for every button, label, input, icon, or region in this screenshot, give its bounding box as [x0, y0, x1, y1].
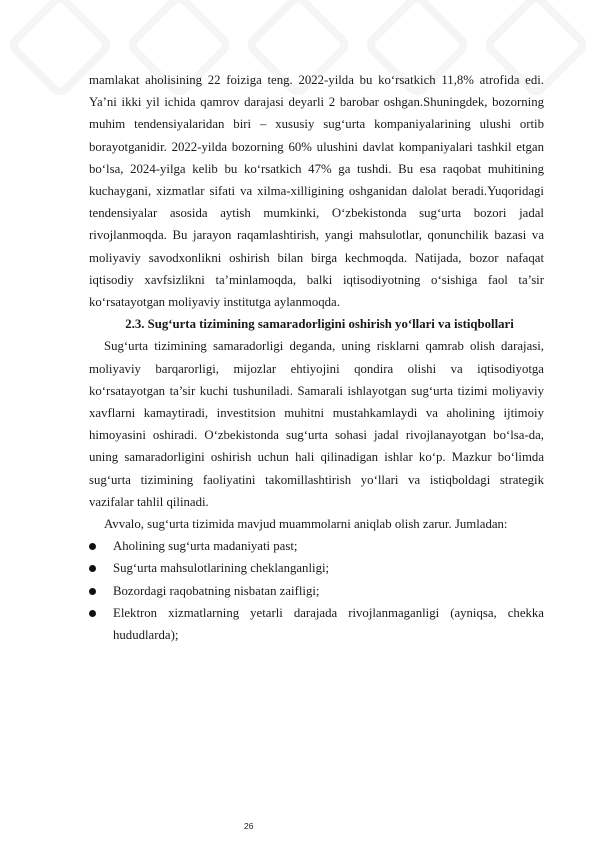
list-item: Sug‘urta mahsulotlarining cheklanganligi;	[89, 557, 544, 579]
list-item: Aholining sug‘urta madaniyati past;	[89, 535, 544, 557]
bullet-icon	[89, 610, 96, 617]
page-number: 26	[244, 821, 254, 831]
body-paragraph-continued: mamlakat aholisining 22 foiziga teng. 2022-yilda bu ko‘rsatkich 11,8% atrofida edi. Ya’ni ikki yil ichida qamrov darajasi deyarli 2 barobar oshgan.Shuningdek, bozorning muhim tendensiyalaridan biri – xususiy sug‘urta kompaniyalarining ulushi ortib borayotganidir. 2022-yilda bozorning 60% ulushini davlat kompaniyalari tashkil etgan bo‘lsa, 2024-yilga kelib bu ko‘rsatkich 47% ga tushdi. Bu esa raqobat muhitining kuchaygani, xizmatlar sifati va xilma-xilligining oshganidan dalolat beradi.Yuqoridagi tendensiyalar asosida aytish mumkinki, O‘zbekistonda sug‘urta bozori jadal rivojlanmoqda. Bu jarayon raqamlashtirish, yangi mahsulotlar, qonunchilik bazasi va moliyaviy savodxonlikni oshirish bilan birga kechmoqda. Natijada, bozor nafaqat iqtisodiy xavfsizlikni ta’minlamoqda, balki iqtisodiyotning o‘sishiga faol ta’sir ko‘rsatayotgan moliyaviy institutga aylanmoqda.	[89, 73, 544, 310]
problems-list	[89, 535, 544, 646]
section-heading: 2.3. Sug‘urta tizimining samaradorligini oshirish yo‘llari va istiqbollari	[125, 317, 514, 332]
list-item: Elektron xizmatlarning yetarli darajada rivojlanmaganligi (ayniqsa, chekka hududlarda);	[89, 602, 544, 646]
bullet-icon	[89, 543, 96, 550]
page-content	[89, 69, 544, 646]
list-item: Bozordagi raqobatning nisbatan zaifligi;	[89, 580, 544, 602]
body-paragraph-efficiency: Sug‘urta tizimining samaradorligi deganda, uning risklarni qamrab olish darajasi, moliyaviy barqarorligi, mijozlar ehtiyojini qondira olishi va iqtisodiyotga ko‘rsatayotgan ta’sir kuchi tushuniladi. Samarali ishlayotgan sug‘urta tizimi moliyaviy xavflarni kamaytiradi, investitsion muhitni mustahkamlaydi va aholining ijtimoiy himoyasini oshiradi. O‘zbekistonda sug‘urta sohasi jadal rivojlanayotgan bo‘lsa-da, uning samaradorligini oshirish uchun hali qilinadigan ishlar ko‘p. Mazkur bo‘limda sug‘urta tizimining faoliyatini takomillashtirish yo‘llari va istiqboldagi strategik vazifalar tahlil qilinadi.	[89, 339, 544, 509]
bullet-icon	[89, 565, 96, 572]
body-paragraph-problems-intro: Avvalo, sug‘urta tizimida mavjud muammolarni aniqlab olish zarur. Jumladan:	[104, 517, 508, 532]
bullet-icon	[89, 588, 96, 595]
